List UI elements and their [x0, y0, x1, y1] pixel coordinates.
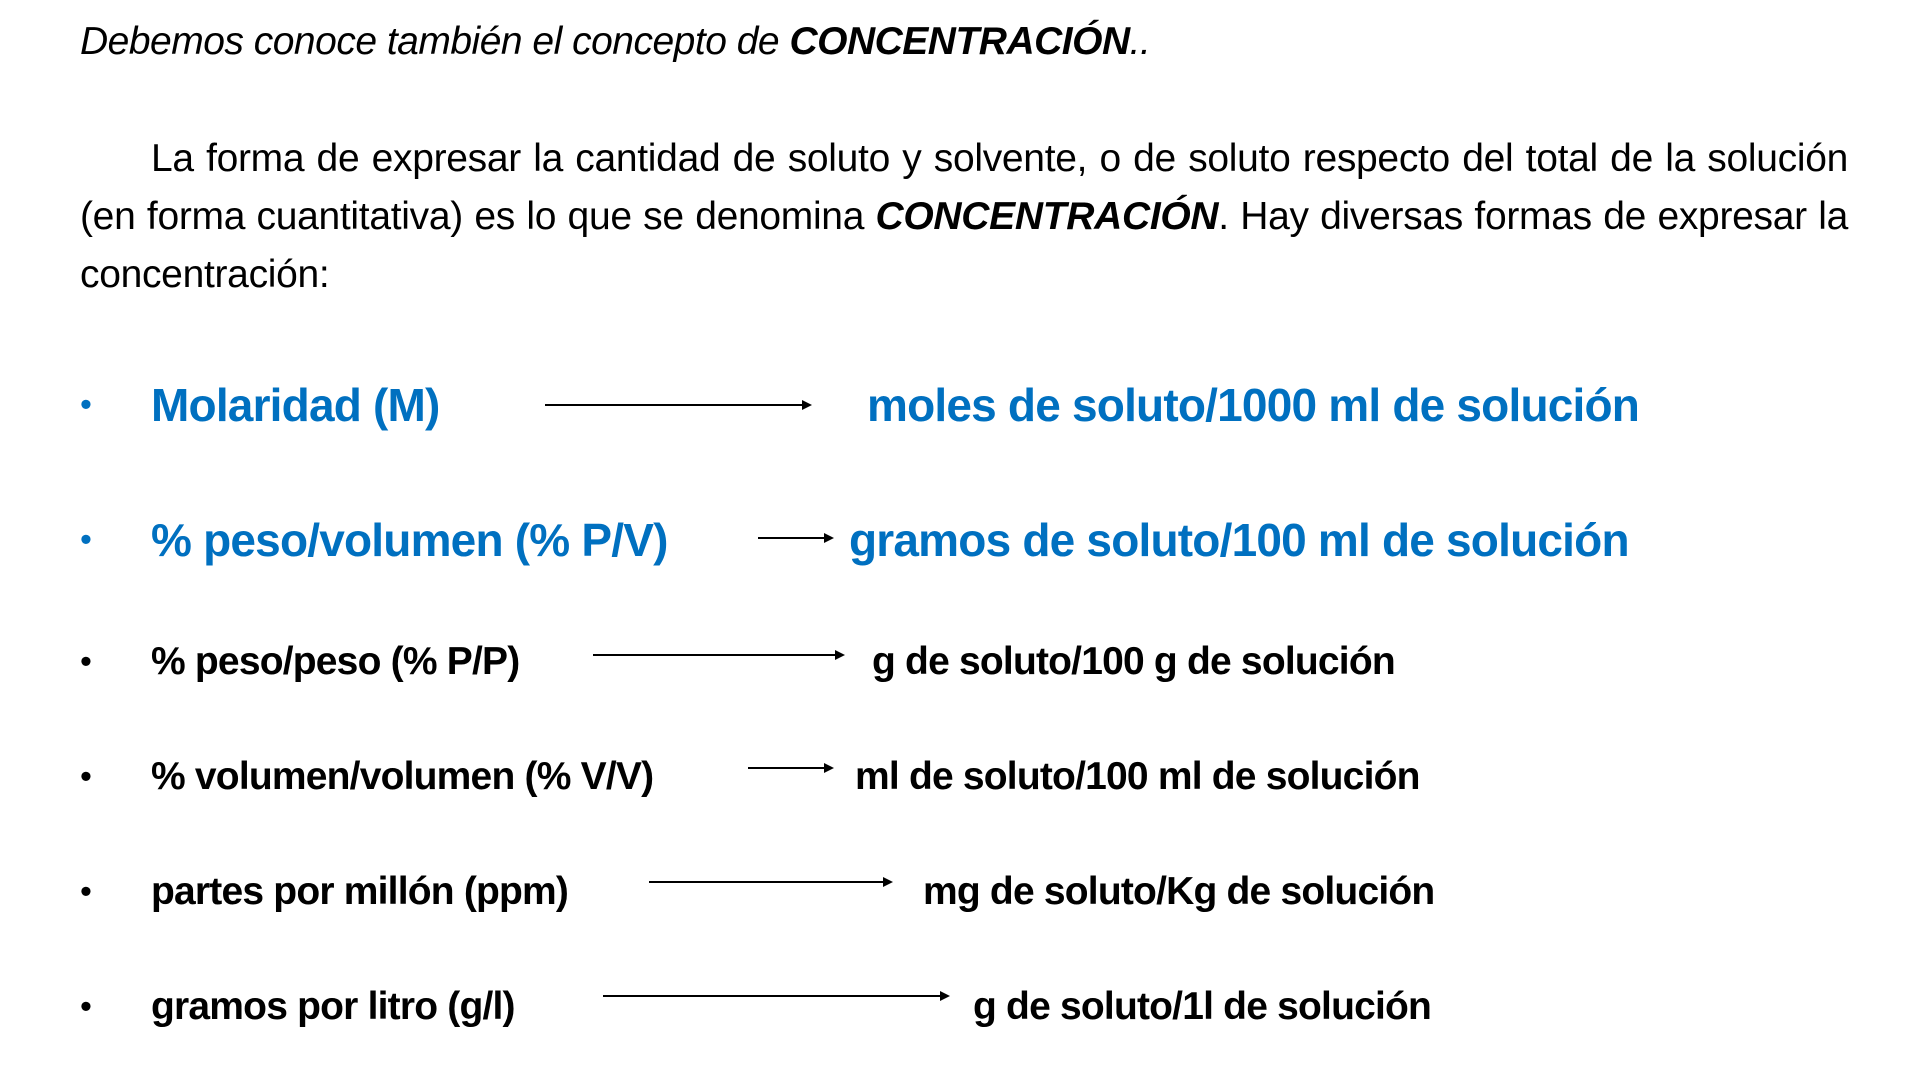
item-label: % peso/volumen (% P/V): [151, 514, 668, 566]
item-description: ml de soluto/100 ml de solución: [855, 755, 1420, 798]
arrow-right-icon: [603, 995, 948, 997]
item-description: moles de soluto/1000 ml de solución: [867, 379, 1640, 431]
item-label: gramos por litro (g/l): [151, 985, 515, 1028]
heading-keyword: CONCENTRACIÓN: [789, 20, 1130, 63]
bullet-icon: •: [80, 872, 92, 911]
arrow-right-icon: [545, 404, 810, 406]
bullet-icon: •: [80, 987, 92, 1026]
item-description: g de soluto/100 g de solución: [872, 640, 1395, 683]
arrow-right-icon: [649, 881, 891, 883]
paragraph-text-end: . Hay diversas formas de expresar la concentración:: [80, 195, 1848, 296]
item-label: % volumen/volumen (% V/V): [151, 755, 654, 798]
bullet-icon: •: [80, 757, 92, 796]
bullet-icon: •: [80, 385, 92, 424]
arrow-right-icon: [593, 654, 843, 656]
intro-heading: [80, 20, 1150, 64]
bullet-icon: •: [80, 642, 92, 681]
item-label: % peso/peso (% P/P): [151, 640, 520, 683]
heading-text: Debemos conoce también el concepto de: [80, 20, 790, 63]
bullet-icon: •: [80, 520, 92, 559]
arrow-right-icon: [758, 537, 832, 539]
paragraph-keyword: CONCENTRACIÓN: [875, 195, 1219, 238]
item-label: Molaridad (M): [151, 379, 440, 431]
paragraph-text: La forma de expresar la cantidad de soluto y solvente, o de soluto respecto del total de la solución (en forma cuantitativa) es lo que se denomina: [80, 137, 1848, 238]
definition-paragraph: [80, 130, 1848, 304]
item-description: g de soluto/1l de solución: [973, 985, 1432, 1028]
arrow-right-icon: [748, 767, 832, 769]
item-label: partes por millón (ppm): [151, 870, 569, 913]
heading-suffix: ..: [1129, 20, 1151, 63]
item-description: gramos de soluto/100 ml de solución: [849, 514, 1629, 566]
item-description: mg de soluto/Kg de solución: [923, 870, 1435, 913]
